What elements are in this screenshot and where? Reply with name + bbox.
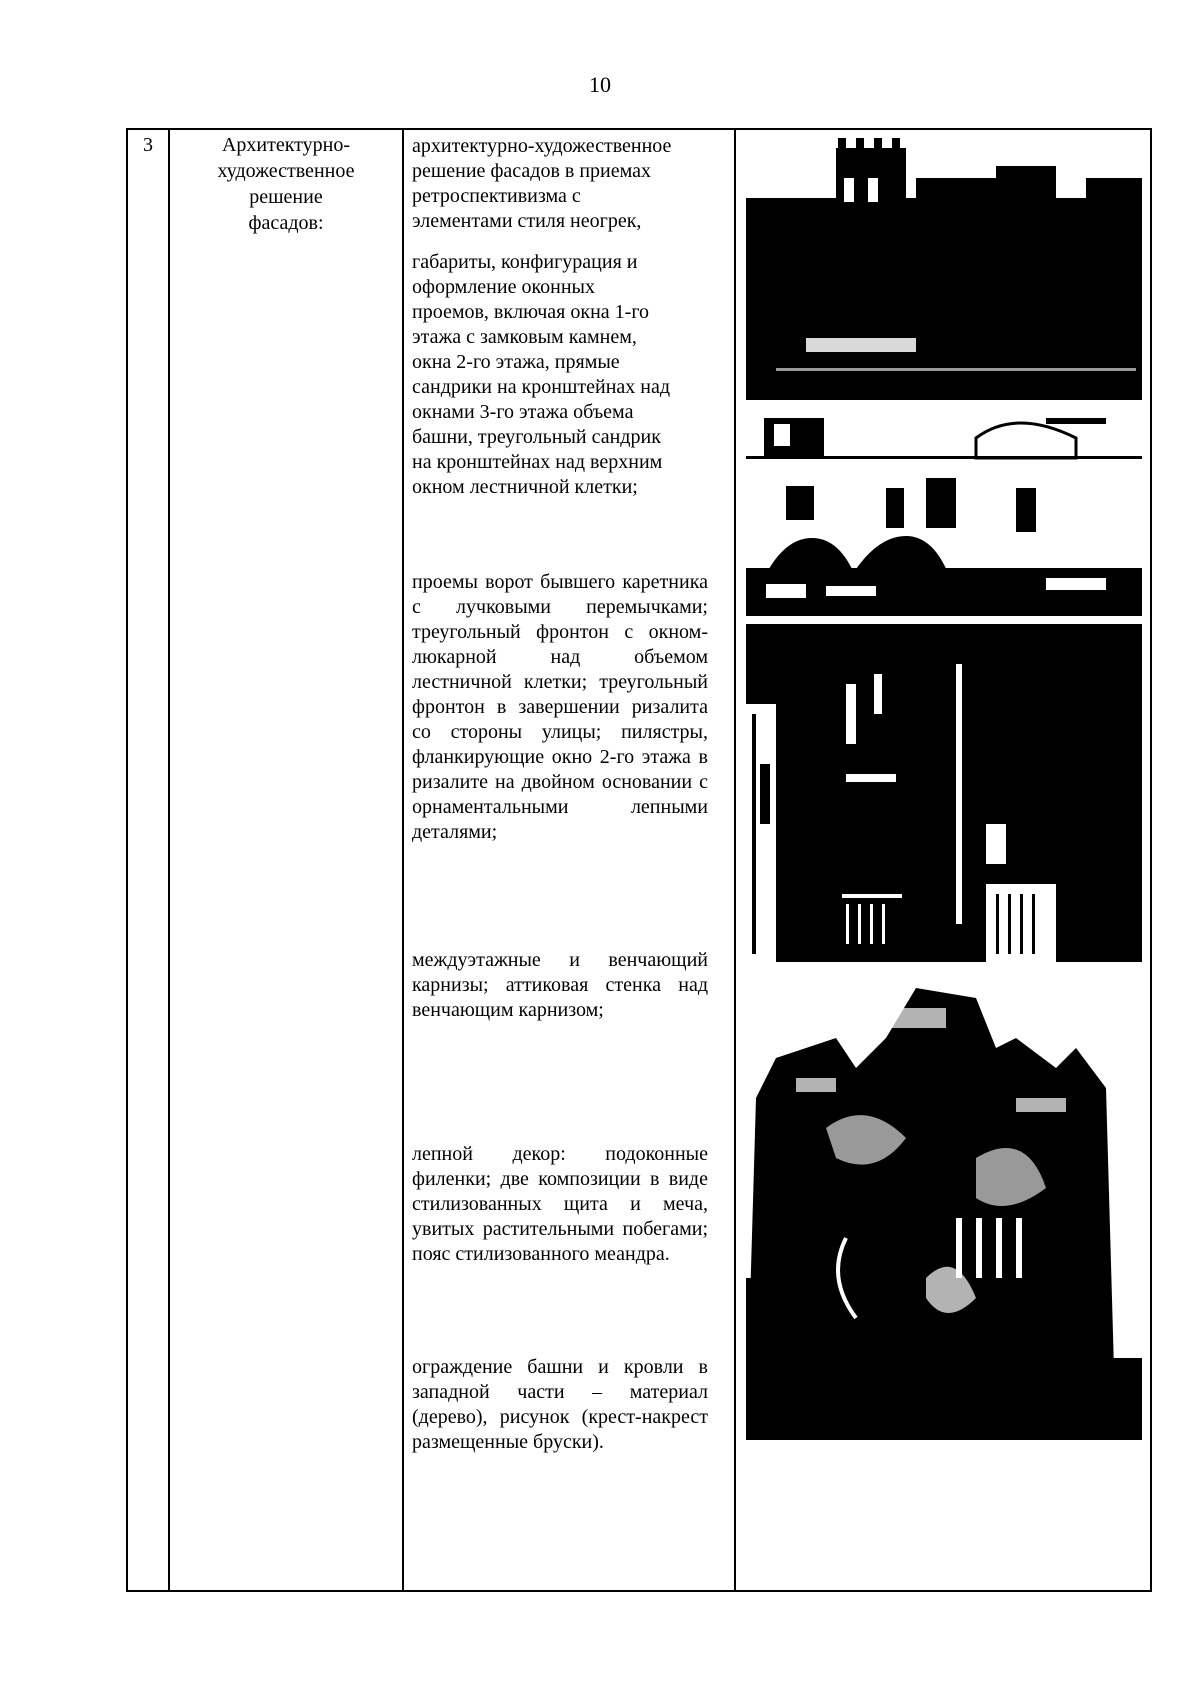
facade-photo-tower <box>746 138 1142 400</box>
subject-line: Архитектурно- <box>221 134 351 156</box>
description-line: решение фасадов в приемах <box>412 160 652 182</box>
object-features-table <box>126 128 1152 1592</box>
description-block-6: ограждение башни и кровли в западной части – материал (дерево), рисунок (крест-накрест размещенные бруски). <box>412 1356 708 1453</box>
facade-photo-ornament <box>746 978 1142 1440</box>
description-block-1 <box>412 134 671 234</box>
description-line: на кронштейнах над верхним <box>412 451 663 473</box>
description-line: сандрики на кронштейнах над <box>412 376 671 398</box>
subject-line: художественное <box>217 160 355 182</box>
description-line: башни, треугольный сандрик <box>412 426 661 448</box>
description-line: этажа с замковым камнем, <box>412 326 637 348</box>
description-line: проемов, включая окна 1-го <box>412 301 650 323</box>
facade-photo-risalit <box>746 624 1142 962</box>
subject-line: решение <box>249 186 323 208</box>
description-block-5: лепной декор: подоконные филенки; две композиции в виде стилизованных щита и меча, увитых растительными побегами; пояс стилизованного меандра. <box>412 1143 708 1265</box>
photo-column <box>735 129 1151 1591</box>
page-number: 10 <box>589 72 611 97</box>
description-line: архитектурно-художественное <box>412 135 672 157</box>
feature-description <box>403 129 735 1591</box>
description-block-4: междуэтажные и венчающий карнизы; аттиковая стенка над венчающим карнизом; <box>412 949 708 1021</box>
description-line: оформление оконных <box>412 276 595 298</box>
row-number: 3 <box>127 129 169 1591</box>
description-line: ретроспективизма с <box>412 185 581 207</box>
subject-line: фасадов: <box>248 212 324 234</box>
feature-subject <box>169 129 403 1591</box>
description-line: окна 2-го этажа, прямые <box>412 351 620 373</box>
description-line: окнами 3-го этажа объема <box>412 401 634 423</box>
description-line: окном лестничной клетки; <box>412 476 638 498</box>
description-block-2 <box>412 250 670 500</box>
description-line: габариты, конфигурация и <box>412 251 638 273</box>
table-row <box>127 129 1151 1591</box>
facade-photo-building <box>746 408 1142 616</box>
description-line: элементами стиля неогрек, <box>412 210 642 232</box>
description-block-3: проемы ворот бывшего каретника с лучковыми перемычками; треугольный фронтон с окном-люкарной над объемом лестничной клетки; треугольный фронтон в завершении ризалита со стороны улицы; пилястры, фланкирующие окно 2-го этажа в ризалите на двойном основании с орнаментальными лепными деталями; <box>412 571 708 843</box>
